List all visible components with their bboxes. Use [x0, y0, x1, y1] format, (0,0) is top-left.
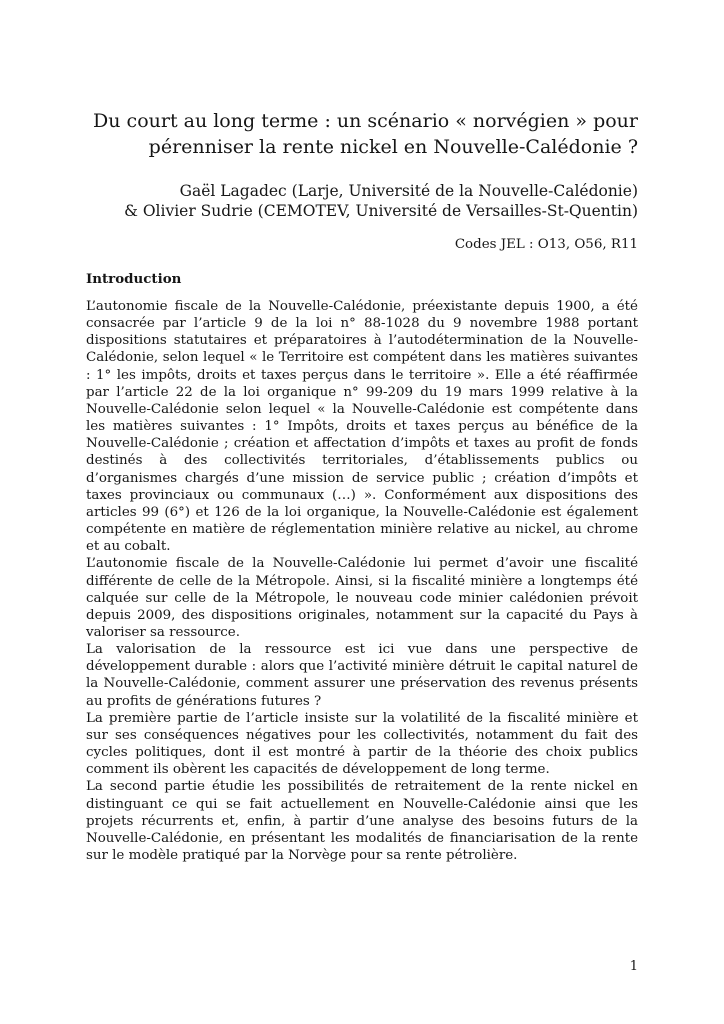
- paper-title-line-2: pérenniser la rente nickel en Nouvelle-Calédonie ?: [148, 136, 638, 158]
- paper-authors: [124, 182, 638, 221]
- page-number: 1: [629, 959, 638, 974]
- jel-codes: Codes JEL : O13, O56, R11: [454, 237, 638, 252]
- paragraph: La second partie étudie les possibilités de retraitement de la rente nickel en distinguant ce qui se fait actuellement en Nouvelle-Calédonie ainsi que les projets récurrents et, enfin, à partir d’une analyse des besoins futurs de la Nouvelle-Calédonie, en présentant les modalités de financiarisation de la rente sur le modèle pratiqué par la Norvège pour sa rente pétrolière.: [86, 779, 638, 863]
- body-text: [86, 298, 638, 864]
- paragraph: L’autonomie fiscale de la Nouvelle-Calédonie, préexistante depuis 1900, a été consacrée par l’article 9 de la loi n° 88-1028 du 9 novembre 1988 portant dispositions statutaires et préparatoires à l’autodétermination de la Nouvelle-Calédonie, selon lequel « le Territoire est compétent dans les matières suivantes : 1° les impôts, droits et taxes perçus dans le territoire ». Elle a été réaffirmée par l’article 22 de la loi organique n° 99-209 du 19 mars 1999 relative à la Nouvelle-Calédonie selon lequel « la Nouvelle-Calédonie est compétente dans les matières suivantes : 1° Impôts, droits et taxes perçus au bénéfice de la Nouvelle-Calédonie ; création et affectation d’impôts et taxes au profit de fonds destinés à des collectivités territoriales, d’établissements publics ou d’organismes chargés d’une mission de service public ; création d’impôts et taxes provinciaux ou communaux (…) ». Conformément aux dispositions des articles 99 (6°) et 126 de la loi organique, la Nouvelle-Calédonie est également compétente en matière de réglementation minière relative au nickel, au chrome et au cobalt.: [86, 299, 638, 555]
- author-line-1: Gaël Lagadec (Larje, Université de la Nouvelle-Calédonie): [179, 182, 638, 200]
- paper-title: [93, 108, 638, 160]
- author-line-2: & Olivier Sudrie (CEMOTEV, Université de Versailles-St-Quentin): [124, 201, 638, 220]
- paragraph: La première partie de l’article insiste sur la volatilité de la fiscalité minière et sur ses conséquences négatives pour les collectivités, notamment du fait des cycles politiques, dont il est montré à partir de la théorie des choix publics comment ils obèrent les capacités de développement de long terme.: [86, 710, 638, 778]
- paragraph: L’autonomie fiscale de la Nouvelle-Calédonie lui permet d’avoir une fiscalité différente de celle de la Métropole. Ainsi, si la fiscalité minière a longtemps été calquée sur celle de la Métropole, le nouveau code minier calédonien prévoit depuis 2009, des dispositions originales, notamment sur la capacité du Pays à valoriser sa ressource.: [86, 556, 638, 640]
- paragraph: La valorisation de la ressource est ici vue dans une perspective de développement durable : alors que l’activité minière détruit le capital naturel de la Nouvelle-Calédonie, comment assurer une préservation des revenus présents au profits de générations futures ?: [86, 642, 638, 709]
- paper-title-line-1: Du court au long terme : un scénario « norvégien » pour: [93, 110, 638, 132]
- section-heading-introduction: Introduction: [86, 271, 182, 287]
